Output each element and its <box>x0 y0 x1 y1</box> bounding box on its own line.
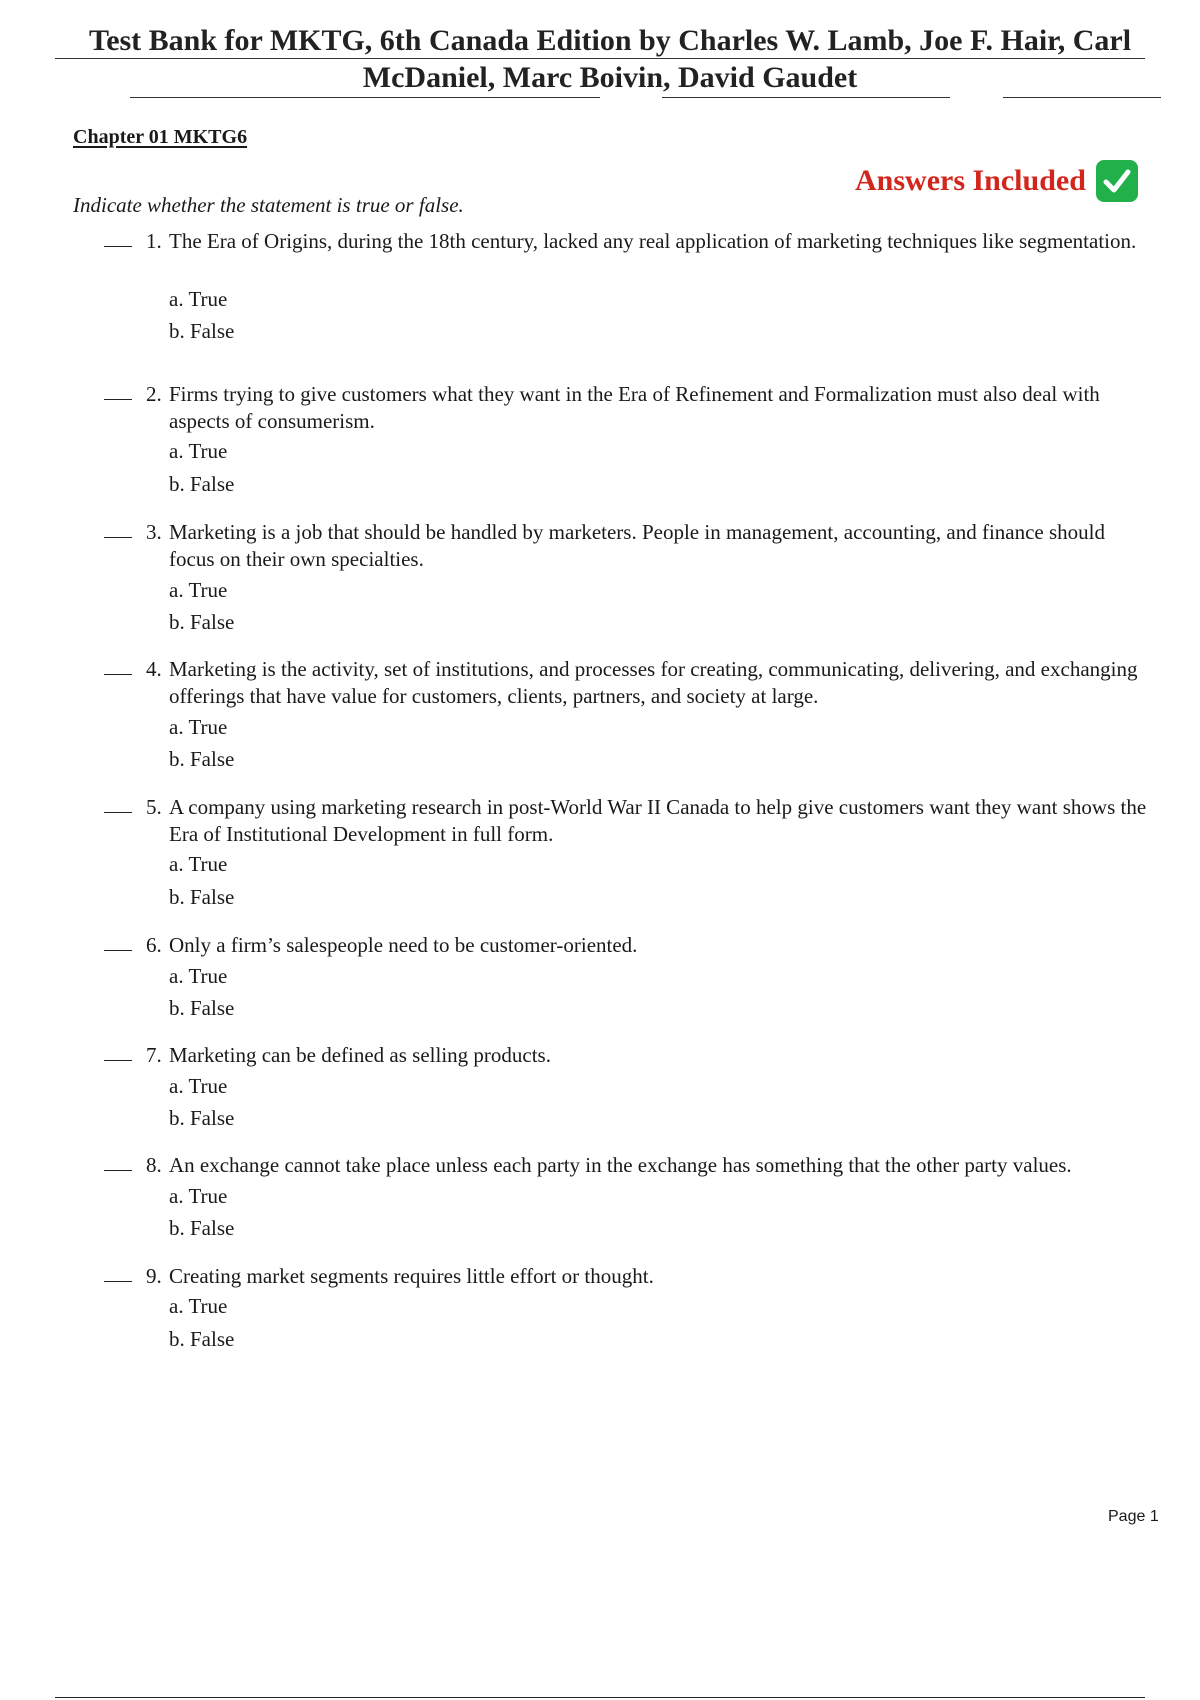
page-bottom-divider <box>55 1697 1145 1698</box>
question-text: An exchange cannot take place unless each party in the exchange has something that the other party values. <box>169 1153 1072 1177</box>
question-number: 4. <box>146 657 162 681</box>
option-false: b. False <box>169 1327 235 1351</box>
check-mark-icon <box>1096 160 1138 202</box>
option-true: a. True <box>169 715 228 739</box>
answer-blank[interactable] <box>104 1060 132 1061</box>
answer-blank[interactable] <box>104 399 132 400</box>
title-underline <box>55 58 1145 59</box>
question-text: Marketing is the activity, set of institutions, and processes for creating, communicating, delivering, and exchanging offerings that have value for customers, clients, partners, and society at large. <box>169 657 1138 708</box>
option-true: a. True <box>169 1294 228 1318</box>
question-number: 3. <box>146 520 162 544</box>
question-item <box>0 932 1200 1032</box>
option-false: b. False <box>169 996 235 1020</box>
question-number: 2. <box>146 382 162 406</box>
question-item <box>0 228 1200 348</box>
option-true: a. True <box>169 578 228 602</box>
option-true: a. True <box>169 1074 228 1098</box>
option-true: a. True <box>169 852 228 876</box>
option-false: b. False <box>169 472 235 496</box>
answers-included-badge <box>855 160 1138 202</box>
answers-included-label: Answers Included <box>855 164 1086 197</box>
answer-blank[interactable] <box>104 537 132 538</box>
document-title-line-1: Test Bank for MKTG, 6th Canada Edition by Charles W. Lamb, Joe F. Hair, Carl <box>88 24 1132 57</box>
question-item <box>0 381 1200 501</box>
question-text: Marketing is a job that should be handled by marketers. People in management, accounting, and finance should focus on their own specialties. <box>169 520 1105 571</box>
chapter-heading: Chapter 01 MKTG6 <box>73 126 248 148</box>
question-item <box>0 1042 1200 1142</box>
question-text: Marketing can be defined as selling products. <box>169 1043 551 1067</box>
question-item <box>0 794 1200 914</box>
question-number: 9. <box>146 1264 162 1288</box>
option-false: b. False <box>169 1106 235 1130</box>
answer-blank[interactable] <box>104 1170 132 1171</box>
question-number: 7. <box>146 1043 162 1067</box>
document-title <box>40 22 1180 96</box>
question-number: 1. <box>146 229 162 253</box>
option-false: b. False <box>169 747 235 771</box>
question-item <box>0 519 1200 639</box>
option-true: a. True <box>169 439 228 463</box>
option-false: b. False <box>169 610 235 634</box>
option-true: a. True <box>169 1184 228 1208</box>
answer-blank[interactable] <box>104 246 132 247</box>
question-text: Creating market segments requires little effort or thought. <box>169 1264 654 1288</box>
option-true: a. True <box>169 287 228 311</box>
option-false: b. False <box>169 885 235 909</box>
option-false: b. False <box>169 1216 235 1240</box>
answer-blank[interactable] <box>104 812 132 813</box>
question-item <box>0 1152 1200 1252</box>
question-number: 6. <box>146 933 162 957</box>
question-text: A company using marketing research in post-World War II Canada to help give customers want they want shows the Era of Institutional Development in full form. <box>169 795 1147 846</box>
question-number: 8. <box>146 1153 162 1177</box>
title-underline-segment <box>130 97 600 98</box>
question-number: 5. <box>146 795 162 819</box>
document-title-line-2: McDaniel, Marc Boivin, David Gaudet <box>362 61 858 94</box>
instruction-text: Indicate whether the statement is true or false. <box>73 193 464 217</box>
page-number: Page 1 <box>1108 1508 1159 1525</box>
question-text: Only a firm’s salespeople need to be customer-oriented. <box>169 933 638 957</box>
answer-blank[interactable] <box>104 950 132 951</box>
answer-blank[interactable] <box>104 1281 132 1282</box>
option-true: a. True <box>169 964 228 988</box>
question-item <box>0 656 1200 776</box>
answer-blank[interactable] <box>104 674 132 675</box>
title-underline-segment <box>662 97 950 98</box>
question-text: Firms trying to give customers what they want in the Era of Refinement and Formalization must also deal with aspects of consumerism. <box>169 382 1100 433</box>
option-false: b. False <box>169 319 235 343</box>
title-underline-segment <box>1003 97 1161 98</box>
question-text: The Era of Origins, during the 18th century, lacked any real application of marketing techniques like segmentation. <box>169 229 1137 253</box>
question-item <box>0 1263 1200 1363</box>
